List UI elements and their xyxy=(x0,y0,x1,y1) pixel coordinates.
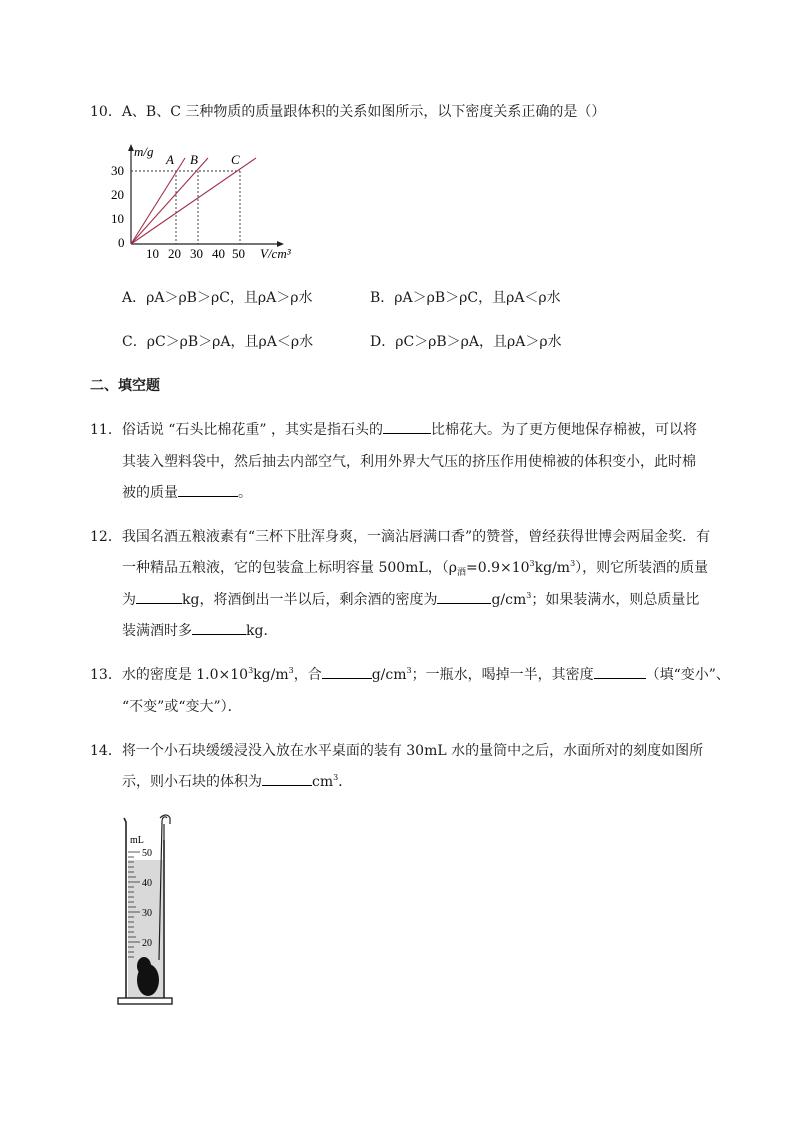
x-tick-40: 40 xyxy=(212,246,225,261)
mass-volume-graph xyxy=(110,140,310,265)
q12-line-3: 为 kg，将酒倒出一半以后，剩余酒的密度为 $g/cm^3$；如果装满水，则总质量比 xyxy=(122,591,700,608)
line-c xyxy=(131,158,256,244)
graduated-cylinder xyxy=(112,810,192,1010)
q14-line-2: 示，则小石块的体积为 $cm^3$． xyxy=(122,773,353,790)
y-tick-30: 30 xyxy=(111,163,124,178)
q13-blank-1[interactable] xyxy=(322,665,372,679)
q13-line-2: “不变”或“变大”）． xyxy=(122,699,242,715)
q13-blank-2[interactable] xyxy=(594,665,646,679)
label-b: B xyxy=(190,152,198,167)
x-tick-20: 20 xyxy=(168,246,181,261)
q12-blank-3[interactable] xyxy=(192,621,246,635)
q12-line-2: 一种精品五粮液，它的包装盒上标明容量 500mL，$(\rho_酒=0.9\times 10^3kg/m^3)$，则它所装酒的质量 xyxy=(122,559,709,578)
q12-blank-1[interactable] xyxy=(136,590,182,604)
cylinder-tick-50: 50 xyxy=(142,848,152,859)
q12-blank-2[interactable] xyxy=(437,590,491,604)
q14-line-1: 14．将一个小石块缓缓浸没入放在水平桌面的装有 30mL 水的量筒中之后，水面所对的刻度如图所 xyxy=(90,743,704,759)
y-tick-0: 0 xyxy=(118,235,125,250)
y-tick-10: 10 xyxy=(111,211,124,226)
q10-option-c[interactable]: C．ρC＞ρB＞ρA，且ρA＜ρ水 xyxy=(122,334,314,350)
cylinder-unit: mL xyxy=(130,835,144,846)
x-tick-50: 50 xyxy=(232,246,245,261)
q11-blank-2[interactable] xyxy=(178,483,238,497)
q10-option-b[interactable]: B．ρA＞ρB＞ρC，且ρA＜ρ水 xyxy=(370,290,561,306)
q12-line-4: 装满酒时多 kg． xyxy=(122,623,278,639)
y-tick-20: 20 xyxy=(111,187,124,202)
cylinder-tick-30: 30 xyxy=(142,908,152,919)
q11-line-1: 11．俗话说 “石头比棉花重” ，其实是指石头的 比棉花大。为了更方便地保存棉被，可以将 xyxy=(90,422,698,438)
x-tick-30: 30 xyxy=(190,246,203,261)
label-a: A xyxy=(166,152,174,167)
q13-line-1: 13．水的密度是 $1.0\times 10^3kg/m^3$，合 $g/cm^3$；一瓶水，喝掉一半，其密度 （填“变小”、 xyxy=(90,666,730,683)
q11-blank-1[interactable] xyxy=(383,420,431,434)
cylinder-tick-40: 40 xyxy=(142,878,152,889)
q14-blank-1[interactable] xyxy=(262,772,312,786)
q11-line-2: 其装入塑料袋中，然后抽去内部空气，利用外界大气压的挤压作用使棉被的体积变小，此时棉 xyxy=(122,454,696,470)
q10-option-d[interactable]: D．ρC＞ρB＞ρA，且ρA＞ρ水 xyxy=(370,334,562,350)
q12-line-1: 12．我国名酒五粮液素有“三杯下肚浑身爽，一滴沾唇满口香”的赞誉，曾经获得世博会两届金奖．有 xyxy=(90,529,711,545)
q10-stem: 10．A、B、C 三种物质的质量跟体积的关系如图所示，以下密度关系正确的是（） xyxy=(90,104,606,120)
q10-option-a[interactable]: A．ρA＞ρB＞ρC，且ρA＞ρ水 xyxy=(122,290,313,306)
x-axis-label: V/cm³ xyxy=(260,246,291,261)
label-c: C xyxy=(231,152,240,167)
cylinder-tick-20: 20 xyxy=(142,938,152,949)
y-axis-label: m/g xyxy=(134,144,154,159)
line-b xyxy=(131,158,208,244)
q11-line-3: 被的质量 。 xyxy=(122,485,252,501)
x-tick-10: 10 xyxy=(146,246,159,261)
section-title: 二、填空题 xyxy=(90,378,160,394)
